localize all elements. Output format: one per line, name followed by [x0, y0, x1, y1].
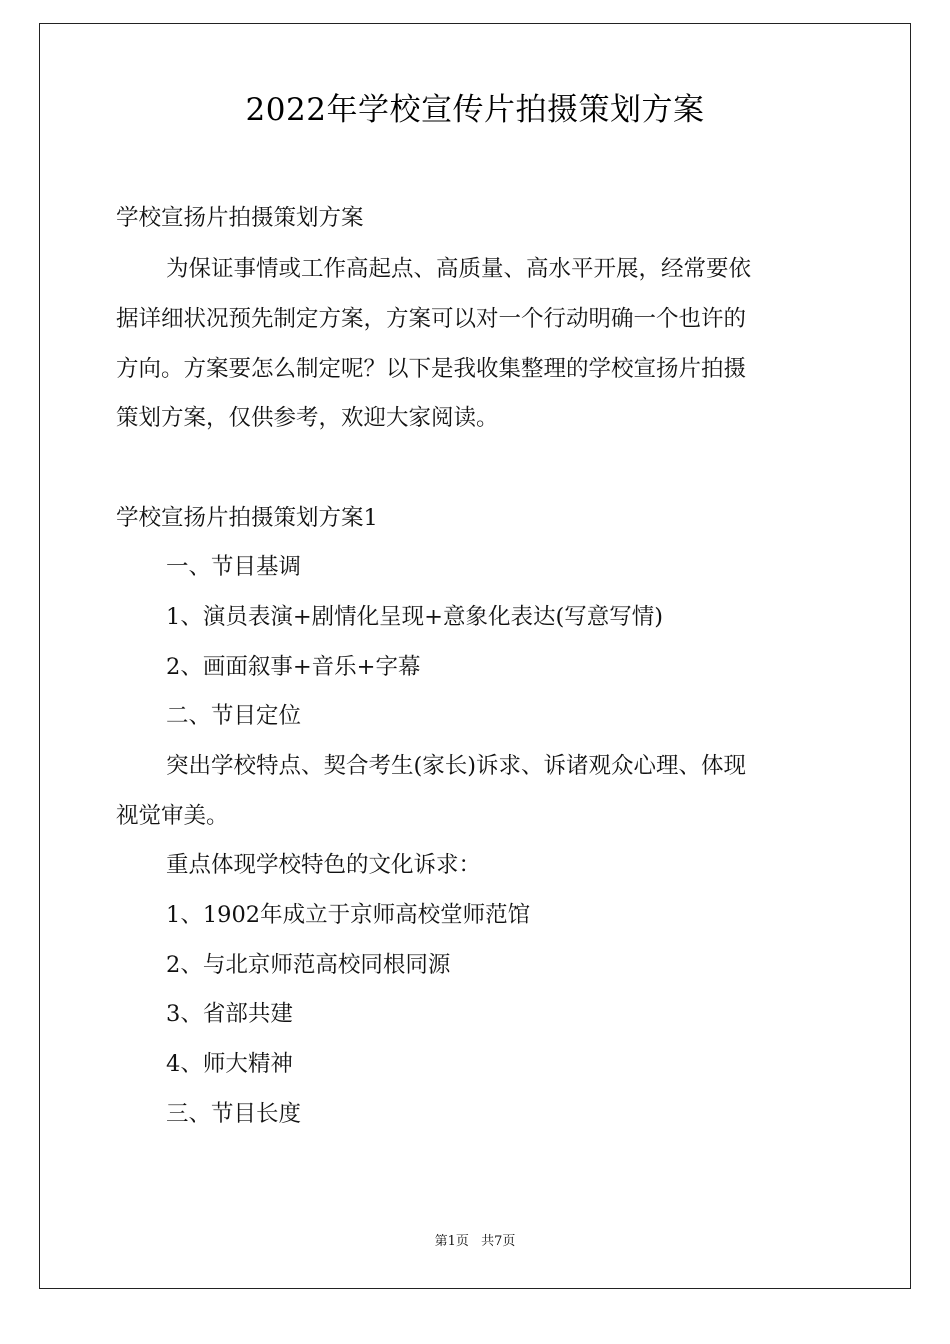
list-item: 3、省部共建 [166, 1001, 293, 1027]
list-item: 1、1902年成立于京师高校堂师范馆 [166, 902, 531, 928]
page-footer [0, 1233, 950, 1251]
section-heading: 学校宣扬片拍摄策划方案1 [116, 505, 378, 531]
list-item: 一、节目基调 [166, 554, 302, 580]
list-item: 2、画面叙事+音乐+字幕 [166, 654, 421, 680]
list-item: 2、与北京师范高校同根同源 [166, 952, 451, 978]
page-total: 共7页 [481, 1234, 516, 1249]
list-item: 4、师大精神 [166, 1051, 293, 1077]
list-item: 三、节目长度 [166, 1101, 302, 1127]
intro-line: 策划方案，仅供参考，欢迎大家阅读。 [116, 405, 499, 431]
intro-line: 为保证事情或工作高起点、高质量、高水平开展，经常要依 [166, 256, 752, 282]
list-item: 1、演员表演+剧情化呈现+意象化表达(写意写情) [166, 604, 664, 630]
intro-line: 方向。方案要怎么制定呢？以下是我收集整理的学校宣扬片拍摄 [116, 356, 747, 382]
list-item: 视觉审美。 [116, 803, 229, 829]
document-title: 2022年学校宣传片拍摄策划方案 [245, 92, 705, 128]
list-item: 二、节目定位 [166, 703, 302, 729]
document-subtitle: 学校宣扬片拍摄策划方案 [116, 205, 364, 231]
page-number: 第1页 [434, 1234, 469, 1249]
list-item: 重点体现学校特色的文化诉求： [166, 852, 482, 878]
list-item: 突出学校特点、契合考生(家长)诉求、诉诸观众心理、体现 [166, 753, 747, 779]
intro-line: 据详细状况预先制定方案，方案可以对一个行动明确一个也许的 [116, 306, 747, 332]
